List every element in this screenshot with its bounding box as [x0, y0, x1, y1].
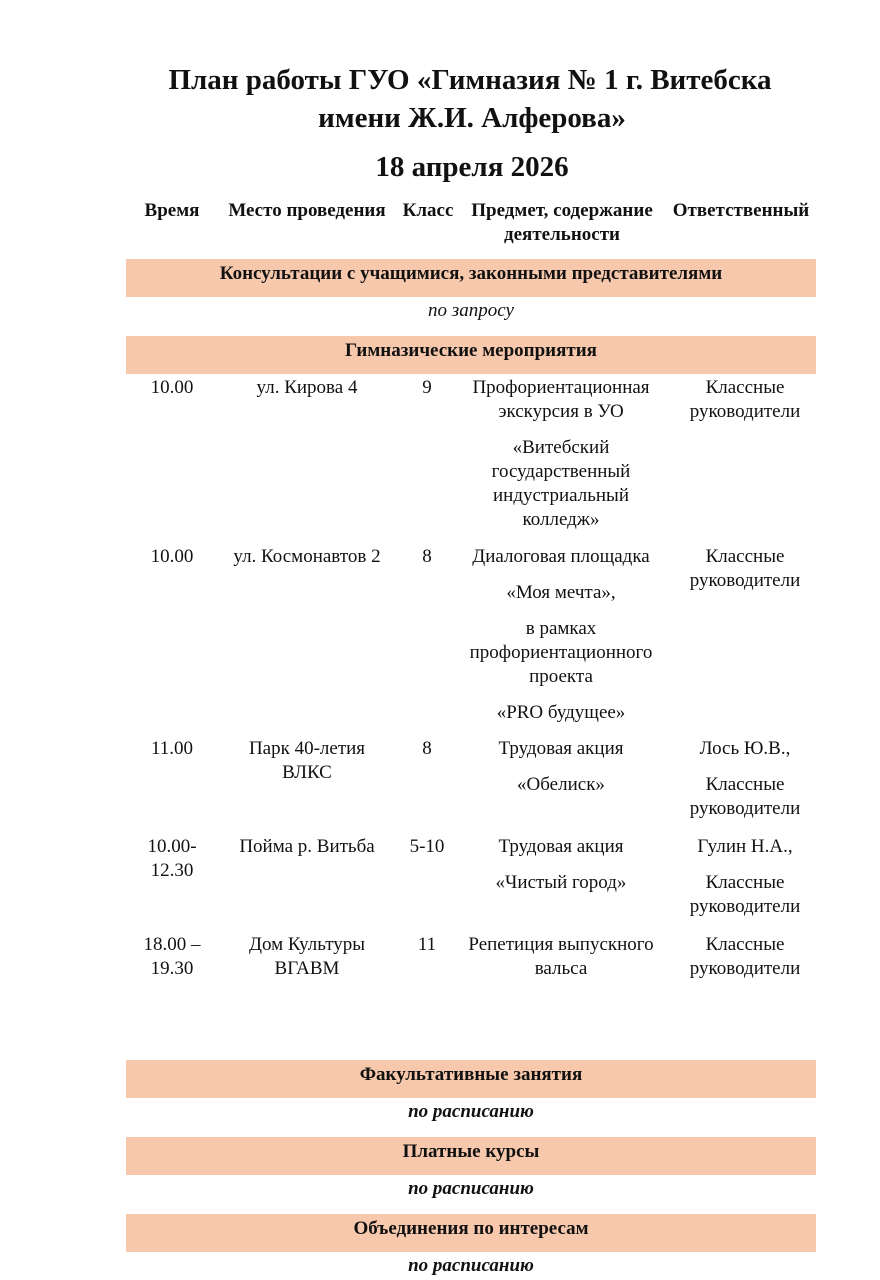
section-note-electives: по расписанию [408, 1101, 534, 1122]
section-header-consultations: Консультации с учащимися, законными представителями [126, 259, 816, 297]
event-class: 9 [422, 377, 432, 398]
section-header-paid-courses: Платные курсы [126, 1137, 816, 1175]
event-subject-line: Трудовая акция [498, 836, 624, 857]
event-subject-line: «Моя мечта», [506, 582, 616, 603]
event-time: 18.00 – 19.30 [143, 934, 201, 979]
event-subject [456, 376, 666, 544]
event-responsible-line: Гулин Н.А., [697, 836, 793, 857]
event-time: 11.00 [150, 738, 194, 759]
column-header-subject-line-2: деятельности [504, 224, 620, 245]
event-responsible-line: Классные руководители [689, 774, 801, 819]
event-subject-line: Трудовая акция [498, 738, 624, 759]
column-header-subject [456, 199, 668, 247]
column-header-place: Место проведения [228, 200, 386, 221]
event-place: ул. Кирова 4 [256, 377, 358, 398]
document-title-line-1: План работы ГУО «Гимназия № 1 г. Витебска [168, 64, 772, 96]
event-responsible-line: Классные руководители [689, 377, 801, 422]
event-place: Пойма р. Витьба [239, 836, 375, 857]
event-time: 10.00-12.30 [147, 836, 197, 881]
section-note-interest-groups: по расписанию [408, 1255, 534, 1276]
event-place: Парк 40-летия ВЛКС [248, 738, 366, 783]
event-responsible [670, 835, 820, 931]
section-note-consultations: по запросу [428, 300, 514, 321]
event-responsible-line: Классные руководители [689, 934, 801, 979]
section-header-gymnasium-events: Гимназические мероприятия [126, 336, 816, 374]
event-place: Дом Культуры ВГАВМ [248, 934, 366, 979]
document-date: 18 апреля 2026 [375, 151, 569, 183]
column-header-time: Время [144, 200, 200, 221]
column-header-responsible: Ответственный [672, 200, 810, 221]
event-subject-line: «Обелиск» [517, 774, 605, 795]
event-class: 5-10 [409, 836, 445, 857]
event-time: 10.00 [150, 377, 194, 398]
event-subject [456, 933, 666, 993]
document-title-line-2: имени Ж.И. Алферова» [318, 102, 626, 134]
event-place: ул. Космонавтов 2 [233, 546, 381, 567]
event-responsible [670, 545, 820, 605]
section-note-paid-courses: по расписанию [408, 1178, 534, 1199]
event-subject [456, 545, 666, 737]
event-subject-line: Репетиция выпускного вальса [468, 934, 654, 979]
section-header-electives: Факультативные занятия [126, 1060, 816, 1098]
event-subject-line: «PRO будущее» [496, 702, 626, 723]
event-subject [456, 737, 666, 809]
event-class: 8 [422, 546, 432, 567]
event-responsible [670, 376, 820, 436]
event-responsible-line: Классные руководители [689, 546, 801, 591]
column-header-subject-line-1: Предмет, содержание [471, 200, 653, 221]
section-header-interest-groups: Объединения по интересам [126, 1214, 816, 1252]
event-responsible [670, 933, 820, 993]
event-responsible-line: Лось Ю.В., [699, 738, 791, 759]
event-class: 11 [417, 934, 437, 955]
event-subject-line: Профориентационная экскурсия в УО [472, 377, 650, 422]
event-time: 10.00 [150, 546, 194, 567]
event-subject-line: «Витебский государственный индустриальный колледж» [491, 437, 631, 530]
event-subject-line: в рамках профориентационного проекта [469, 618, 653, 687]
column-header-class: Класс [402, 200, 454, 221]
event-subject-line: Диалоговая площадка [472, 546, 650, 567]
event-responsible-line: Классные руководители [689, 872, 801, 917]
event-subject [456, 835, 666, 907]
event-subject-line: «Чистый город» [495, 872, 627, 893]
event-responsible [670, 737, 820, 833]
event-class: 8 [422, 738, 432, 759]
